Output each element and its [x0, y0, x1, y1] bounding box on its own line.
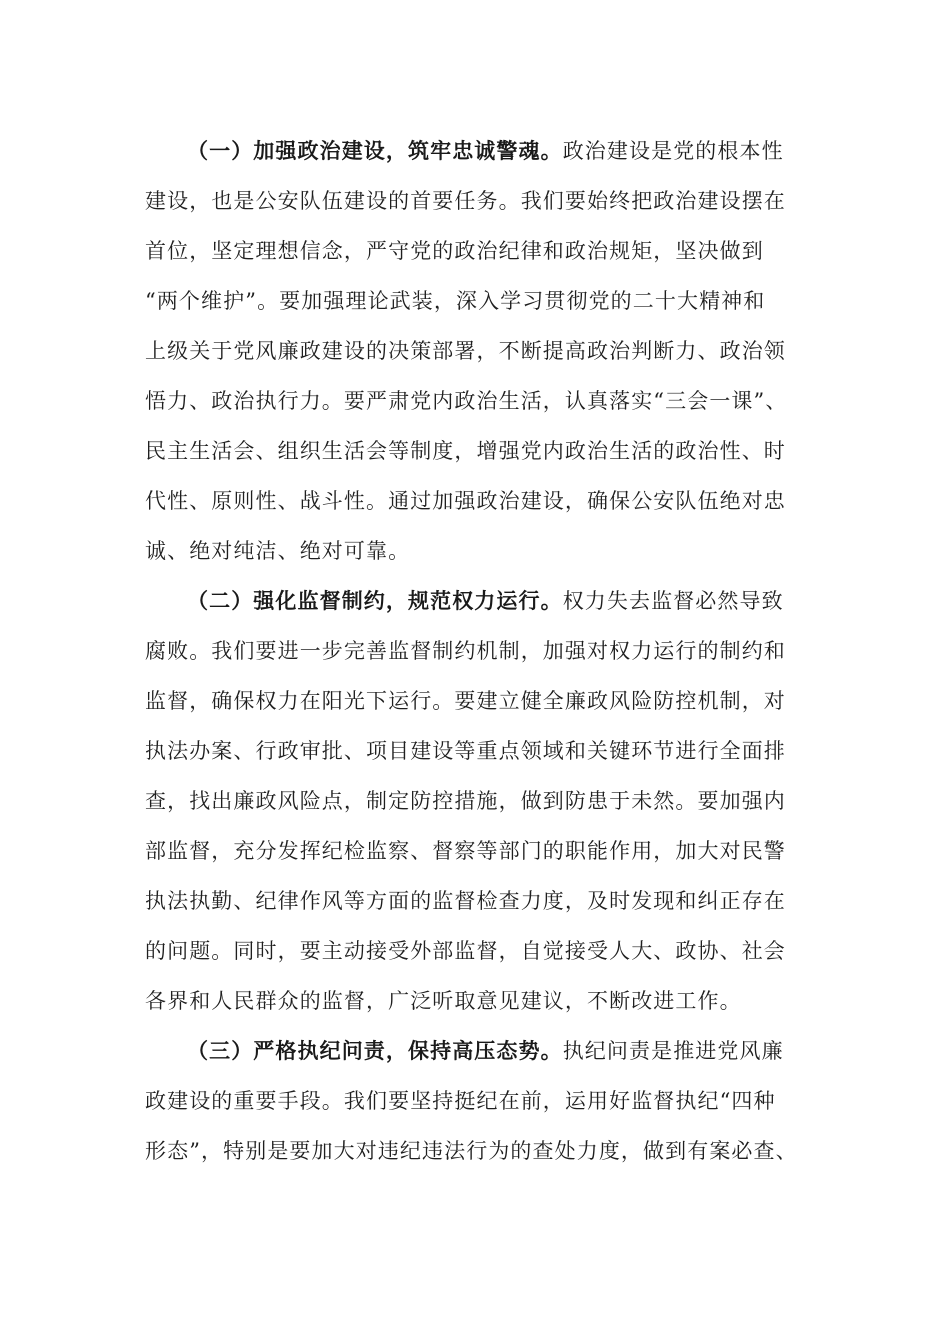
- paragraph-line: 民主生活会、组织生活会等制度，增强党内政治生活的政治性、时: [145, 439, 786, 463]
- paragraph-line: 监督，确保权力在阳光下运行。要建立健全廉政风险防控机制，对: [145, 689, 786, 713]
- paragraph-line: 的问题。同时，要主动接受外部监督，自觉接受人大、政协、社会: [145, 939, 786, 963]
- paragraph-line: 执法执勤、纪律作风等方面的监督检查力度，及时发现和纠正存在: [145, 889, 786, 913]
- paragraph-line: 查，找出廉政风险点，制定防控措施，做到防患于未然。要加强内: [145, 789, 786, 813]
- document-body: [145, 126, 805, 1176]
- section-3-first-line-text: 执纪问责是推进党风廉: [562, 1039, 784, 1063]
- section-3-heading: （三）严格执纪问责，保持高压态势。: [187, 1039, 563, 1063]
- section-2-first-line: [145, 576, 805, 626]
- paragraph-line: 政建设的重要手段。我们要坚持挺纪在前，运用好监督执纪“四种: [145, 1089, 776, 1113]
- section-1-first-line: [145, 126, 805, 176]
- paragraph-line: 形态”，特别是要加大对违纪违法行为的查处力度，做到有案必查、: [145, 1139, 798, 1163]
- section-2-heading: （二）强化监督制约，规范权力运行。: [187, 589, 563, 613]
- paragraph-line: 执法办案、行政审批、项目建设等重点领域和关键环节进行全面排: [145, 739, 786, 763]
- section-1-first-line-text: 政治建设是党的根本性: [562, 139, 784, 163]
- paragraph-line: “两个维护”。要加强理论武装，深入学习贯彻党的二十大精神和: [145, 289, 766, 313]
- paragraph-line: 各界和人民群众的监督，广泛听取意见建议，不断改进工作。: [145, 989, 742, 1013]
- section-2-first-line-text: 权力失去监督必然导致: [562, 589, 784, 613]
- paragraph-line: 腐败。我们要进一步完善监督制约机制，加强对权力运行的制约和: [145, 639, 786, 663]
- paragraph-line: 诚、绝对纯洁、绝对可靠。: [145, 539, 411, 563]
- paragraph-line: 建设，也是公安队伍建设的首要任务。我们要始终把政治建设摆在: [145, 189, 786, 213]
- section-3-first-line: [145, 1026, 805, 1076]
- paragraph-line: 上级关于党风廉政建设的决策部署，不断提高政治判断力、政治领: [145, 339, 786, 363]
- paragraph-line: 悟力、政治执行力。要严肃党内政治生活，认真落实“三会一课”、: [145, 389, 788, 413]
- paragraph-line: 首位，坚定理想信念，严守党的政治纪律和政治规矩，坚决做到: [145, 239, 764, 263]
- paragraph-line: 部监督，充分发挥纪检监察、督察等部门的职能作用，加大对民警: [145, 839, 786, 863]
- paragraph-line: 代性、原则性、战斗性。通过加强政治建设，确保公安队伍绝对忠: [145, 489, 786, 513]
- section-1-heading: （一）加强政治建设，筑牢忠诚警魂。: [187, 139, 563, 163]
